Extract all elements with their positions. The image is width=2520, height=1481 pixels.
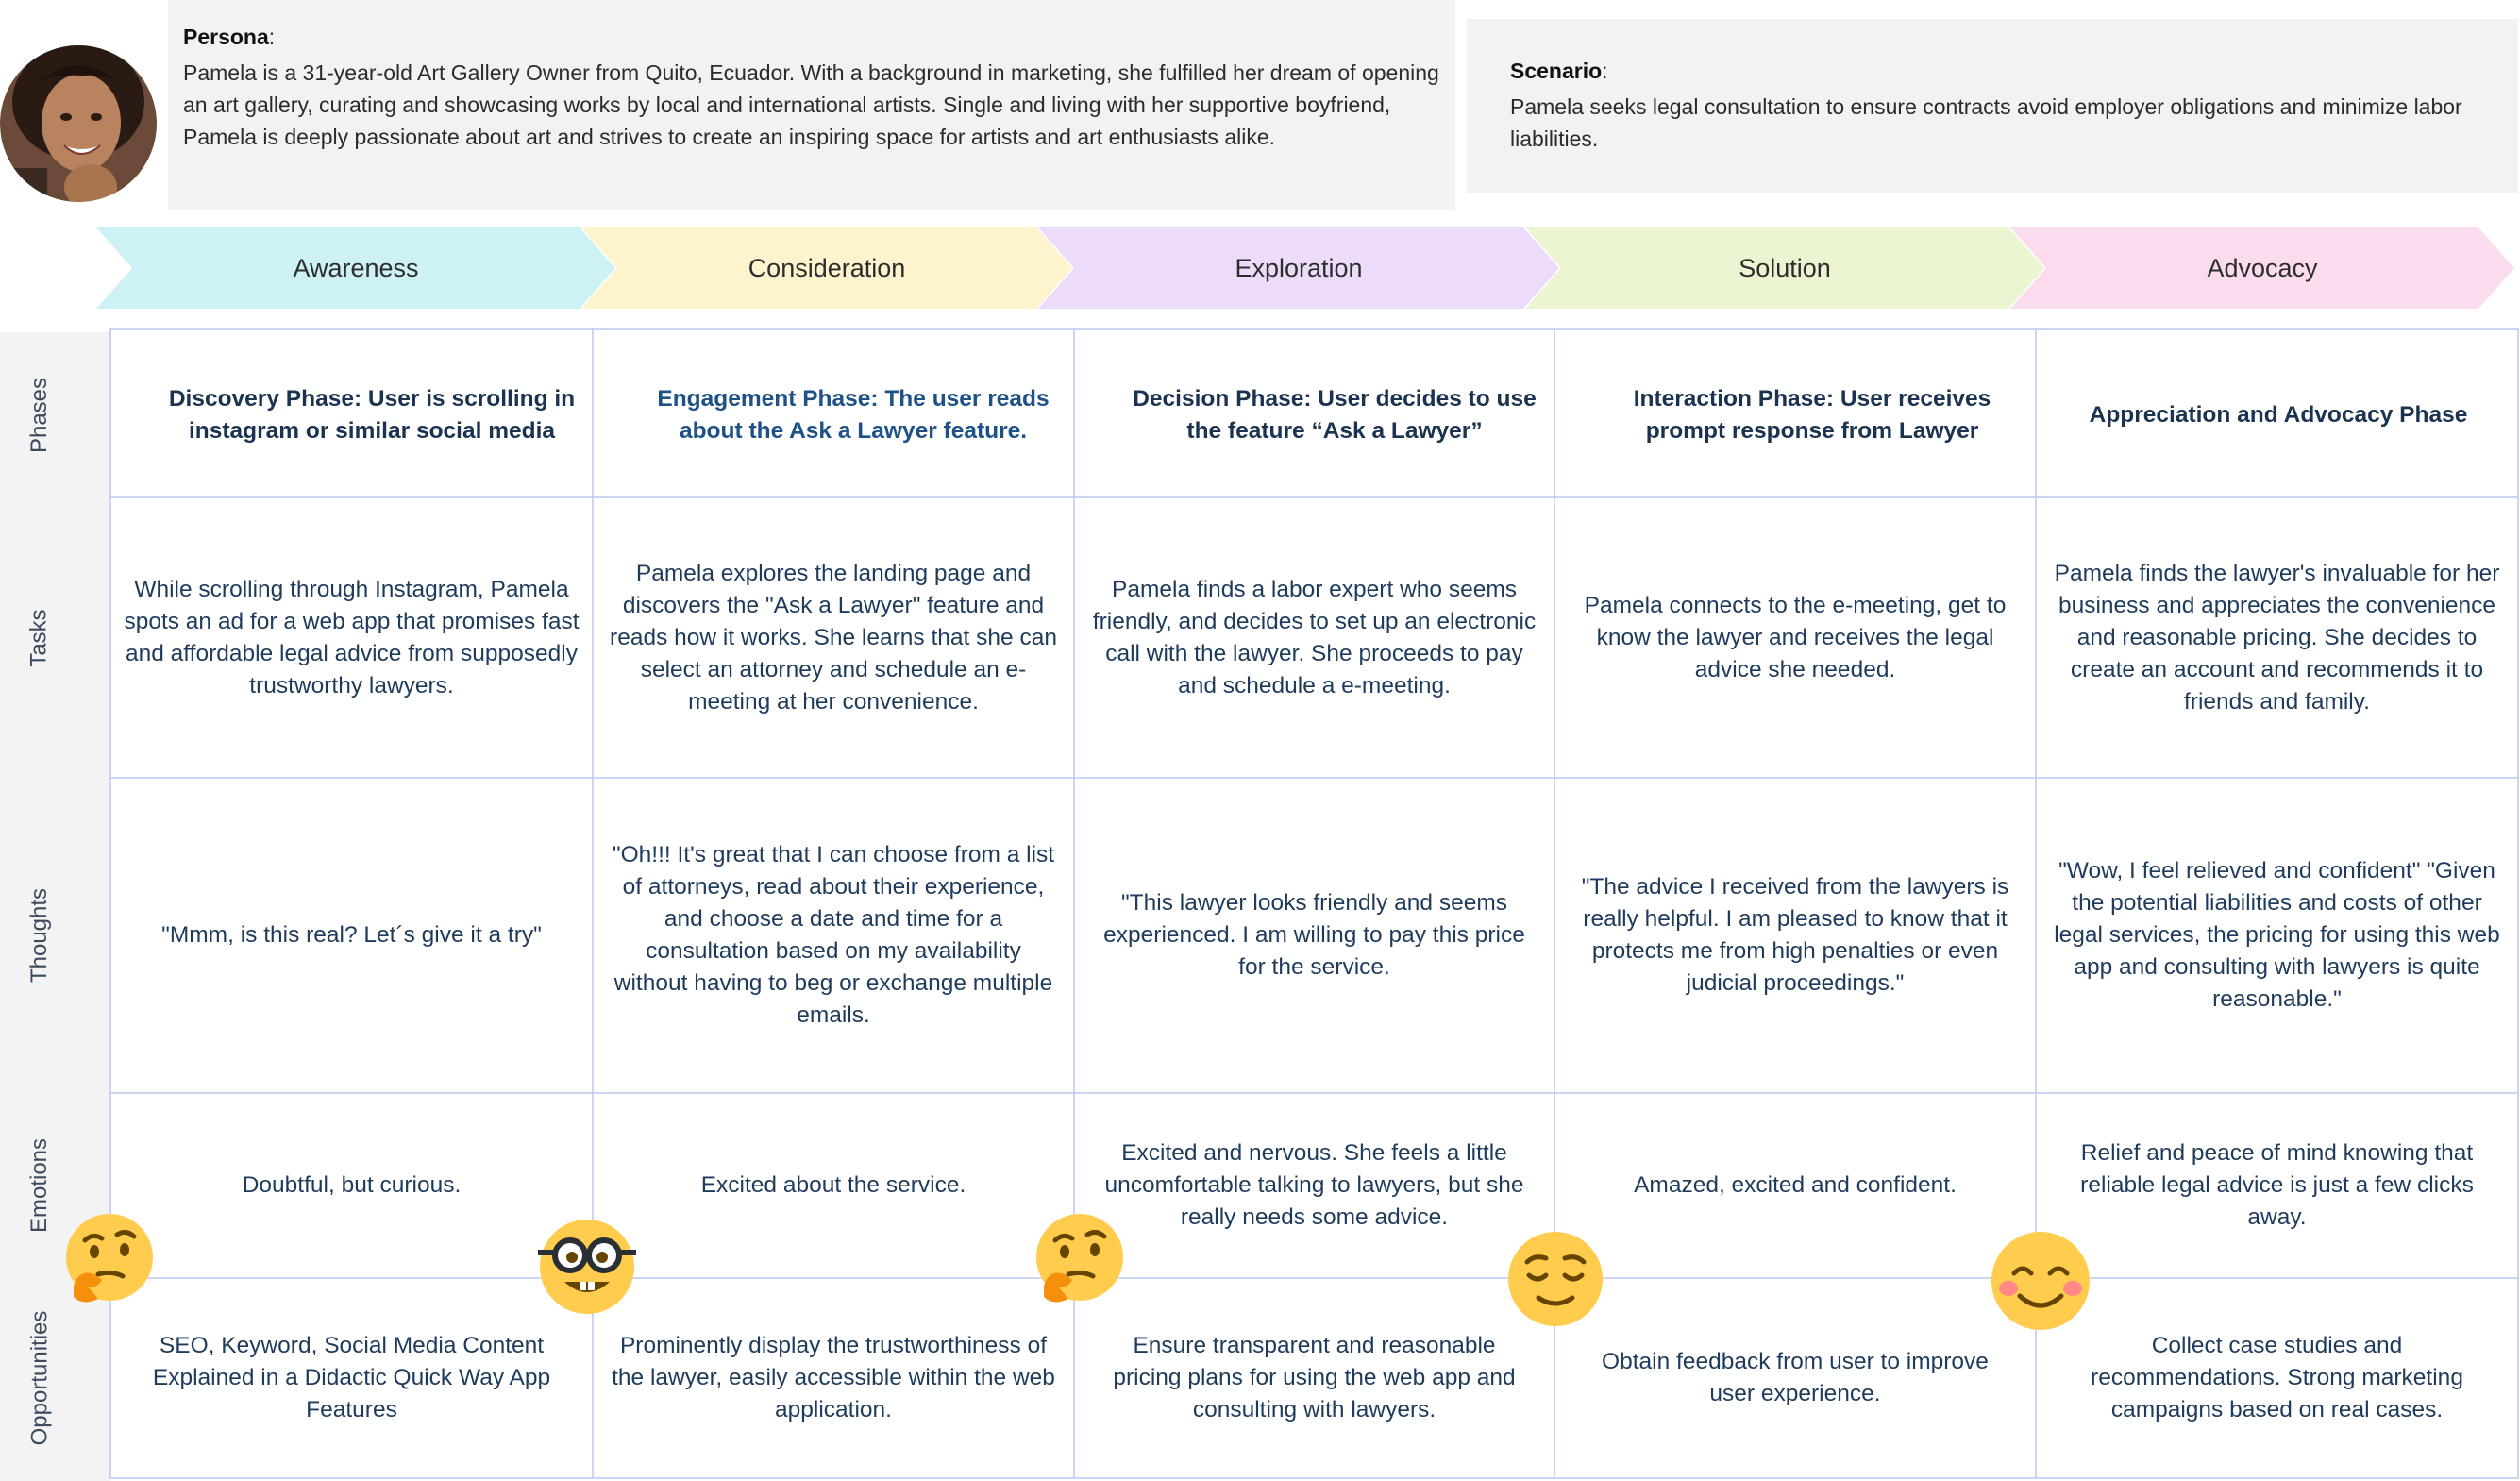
stage-solution-label: Solution [1739,254,1831,282]
opportunity-cell-solution: Obtain feedback from user to improve user experience. [1602,1349,1989,1406]
task-cell-consideration: Pamela explores the landing page and discovers the "Ask a Lawyer" feature and reads how it works. She learns that she can select an attorney and schedule an e-meeting at her convenience. [610,560,1057,715]
persona-card: Persona: Pamela is a 31-year-old Art Gallery Owner from Quito, Ecuador. With a background in marketing, she fulfilled her dream of opening an art gallery, curating and showcasing works by local and international artists. Single and living with her supportive boyfriend, Pamela is deeply passionate about art and strives to create an inspiring space for artists and art enthusiasts alike. [168,0,1455,210]
emotion-cell-advocacy: Relief and peace of mind knowing that reliable legal advice is just a few clicks away. [2080,1140,2474,1230]
persona-label: Persona [183,25,269,49]
thought-cell-awareness: "Mmm, is this real? Let´s give it a try" [161,922,542,948]
persona-description: Pamela is a 31-year-old Art Gallery Owner from Quito, Ecuador. With a background in marketing, she fulfilled her dream of opening an art gallery, curating and showcasing works by local and international artists. Single and living with her supportive boyfriend, Pamela is deeply passionate about art and strives to create an inspiring space for artists and art enthusiasts alike. [183,60,1439,149]
opportunity-cell-awareness: SEO, Keyword, Social Media Content Explained in a Didactic Quick Way App Features [152,1333,551,1422]
row-label-emotions: Emotions [26,1137,53,1234]
thought-cell-advocacy: "Wow, I feel relieved and confident" "Given the potential liabilities and costs of other legal services, the pricing for using this web app and consulting with lawyers is quite reasonable." [2054,858,2500,1012]
opportunity-cell-advocacy: Collect case studies and recommendations. Strong marketing campaigns based on real cases. [2091,1333,2463,1422]
thinking-face-icon [60,1212,159,1310]
task-cell-advocacy: Pamela finds the lawyer's invaluable for her business and appreciates the convenience and reasonable pricing. She decides to create an account and recommends it to friends and family. [2054,560,2500,715]
scenario-description: Pamela seeks legal consultation to ensure contracts avoid employer obligations and minimize labor liabilities. [1510,94,2462,151]
thought-cell-consideration: "Oh!!! It's great that I can choose from a list of attorneys, read about their experience, and choose a date and time for a consultation based on my availability without having to beg or exchange multiple emails. [612,842,1055,1028]
row-label-opportunities: Opportunities [26,1310,52,1446]
row-label-thoughts: Thoughts [26,887,53,984]
thinking-face-icon-2 [1031,1212,1129,1310]
phase-cell-advocacy: Appreciation and Advocacy Phase [2089,401,2468,428]
smiling-face-icon [1990,1230,2092,1332]
emotion-cell-awareness: Doubtful, but curious. [242,1172,462,1198]
task-cell-solution: Pamela connects to the e-meeting, get to know the lawyer and receives the legal advice she needed. [1584,592,2007,682]
emotion-cell-consideration: Excited about the service. [700,1172,966,1198]
task-cell-exploration: Pamela finds a labor expert who seems friendly, and decides to set up an electronic call with the lawyer. She proceeds to pay and schedule a e-meeting. [1092,576,1537,698]
stage-consideration-label: Consideration [748,254,906,282]
stage-exploration-label: Exploration [1235,254,1363,282]
thought-cell-solution: "The advice I received from the lawyers is really helpful. I am pleased to know that it protects me from high penalties or even judicial proceedings." [1581,874,2009,996]
scenario-card: Scenario: Pamela seeks legal consultation to ensure contracts avoid employer obligations and minimize labor liabilities. [1467,19,2518,193]
emotion-cell-exploration: Excited and nervous. She feels a little uncomfortable talking to lawyers, but she really needs some advice. [1104,1140,1524,1230]
row-label-tasks: Tasks [26,608,53,667]
nerd-face-icon [536,1216,638,1318]
opportunity-cell-exploration: Ensure transparent and reasonable pricing plans for using the web app and consulting with lawyers. [1113,1333,1516,1422]
task-cell-awareness: While scrolling through Instagram, Pamela spots an ad for a web app that promises fast and affordable legal advice from supposedly trustworthy lawyers. [124,576,580,698]
scenario-label: Scenario [1510,59,1603,83]
phase-cell-solution: Interaction Phase: User receives prompt response from Lawyer [1633,385,1991,444]
phase-cell-exploration: Decision Phase: User decides to use the feature “Ask a Lawyer” [1133,385,1537,444]
stage-awareness-label: Awareness [293,254,419,282]
relieved-face-icon [1506,1230,1604,1328]
phase-cell-awareness: Discovery Phase: User is scrolling in instagram or similar social media [168,385,576,444]
stage-advocacy-label: Advocacy [2207,254,2318,282]
phase-cell-consideration: Engagement Phase: The user reads about the Ask a Lawyer feature. [657,385,1050,444]
thought-cell-exploration: "This lawyer looks friendly and seems experienced. I am willing to pay this price for the service. [1103,890,1525,980]
opportunity-cell-consideration: Prominently display the trustworthiness of the lawyer, easily accessible within the web application. [612,1333,1055,1422]
row-label-phases: Phases [26,377,52,453]
emotion-cell-solution: Amazed, excited and confident. [1634,1172,1957,1198]
